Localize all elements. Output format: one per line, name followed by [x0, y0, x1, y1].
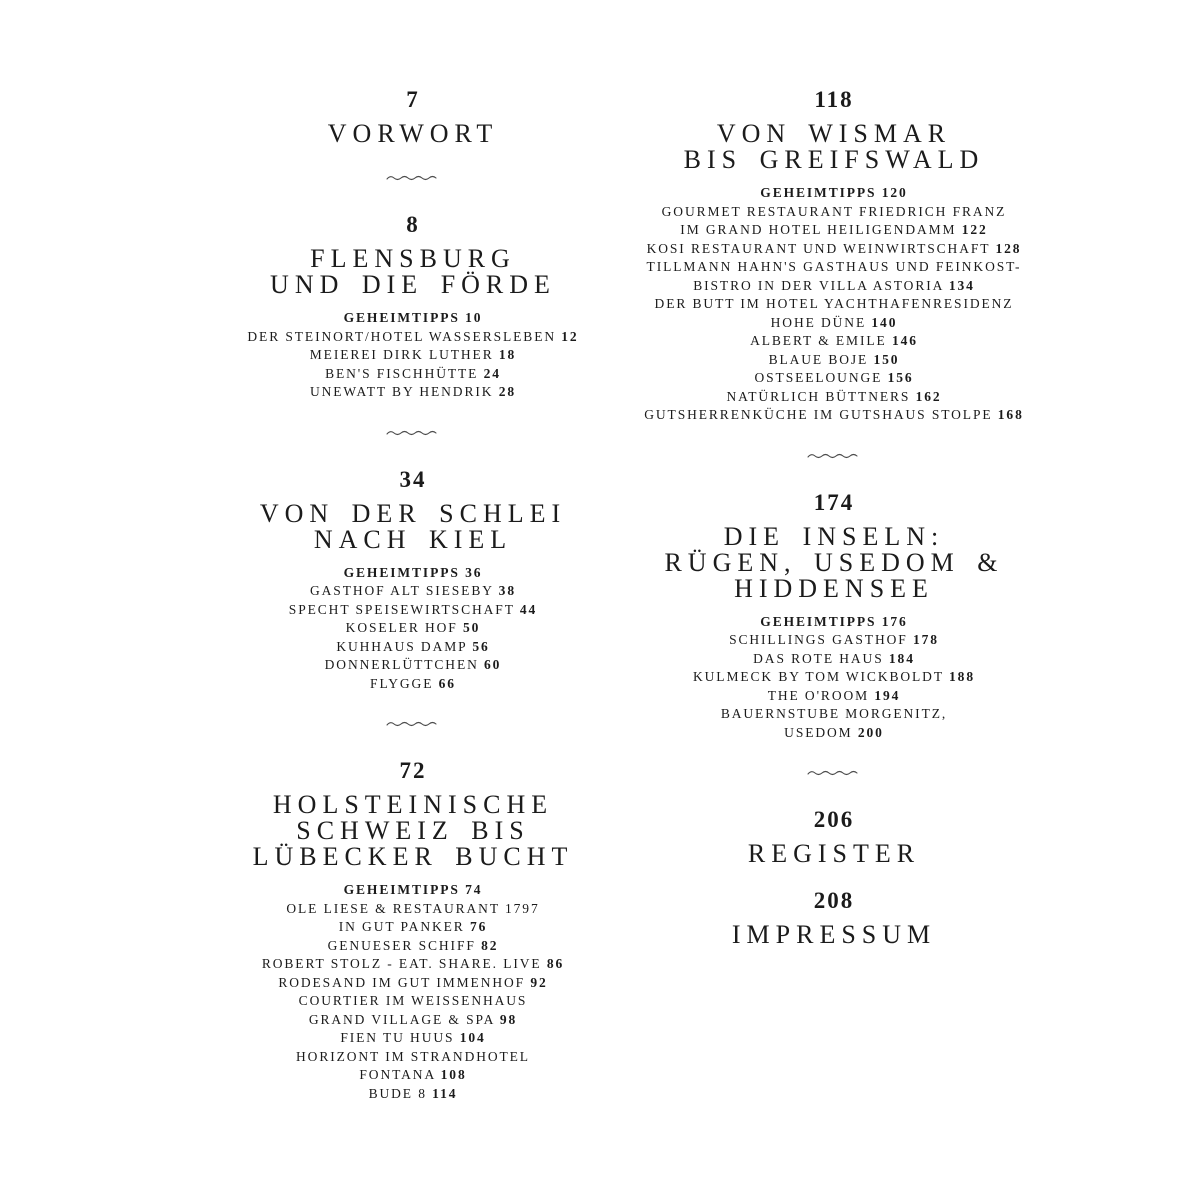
entry-text: GEHEIMTIPPS [343, 310, 460, 325]
entry-page-number: 92 [530, 974, 548, 990]
toc-entry [183, 1085, 643, 1104]
entry-page-number: 120 [881, 185, 908, 200]
entry-page-number: 162 [915, 388, 942, 404]
entry-text: BUDE 8 [368, 1085, 427, 1101]
toc-entry [604, 314, 1064, 333]
entry-text: KOSELER HOF [345, 620, 458, 635]
chapter-start-page: 34 [399, 466, 427, 492]
chapter-start-page: 8 [406, 212, 420, 237]
entry-text: FIEN TU HUUS [340, 1030, 455, 1045]
chapter-title-line: UND DIE FÖRDE [270, 270, 556, 299]
entry-text: GEHEIMTIPPS [760, 185, 877, 200]
toc-entry [604, 277, 1064, 296]
entry-text: DER STEINORT/HOTEL WASSERSLEBEN [247, 328, 556, 344]
chapter-title [604, 521, 1064, 603]
chapter-start-page: 7 [406, 87, 420, 112]
chapter-title-line: IMPRESSUM [731, 920, 937, 949]
entry-page-number: 60 [484, 657, 502, 672]
entry-text: COURTIER IM WEISSENHAUS [298, 993, 528, 1008]
toc-entry [183, 974, 643, 993]
entry-page-number: 86 [546, 956, 565, 971]
chapter-start-page: 206 [813, 807, 855, 832]
entry-text: UNEWATT BY HENDRIK [309, 384, 494, 399]
toc-entry [604, 369, 1064, 388]
entry-text: GEHEIMTIPPS [760, 613, 877, 629]
entry-page-number: 156 [887, 370, 914, 385]
entry-page-number: 184 [888, 650, 915, 666]
toc-entry [183, 328, 643, 347]
entry-page-number: 28 [498, 384, 517, 399]
entry-text: HOHE DÜNE [770, 314, 867, 330]
section-divider [183, 173, 643, 183]
entry-text: KOSI RESTAURANT UND WEINWIRTSCHAFT [646, 240, 991, 256]
chapter-title [604, 922, 1064, 948]
entry-text: SCHILLINGS GASTHOF [729, 632, 908, 647]
entry-page-number: 108 [440, 1067, 467, 1082]
entry-page-number: 56 [472, 638, 490, 654]
entry-text: FLYGGE [370, 675, 434, 691]
entry-text: DAS ROTE HAUS [753, 650, 884, 666]
entry-page-number: 194 [874, 687, 901, 703]
chapter-start-page: 208 [813, 888, 855, 913]
chapter-title-line: LÜBECKER BUCHT [252, 842, 574, 871]
entry-page-number: 128 [995, 240, 1022, 256]
toc-entry [183, 656, 643, 675]
chapter-title [183, 121, 643, 147]
chapter-title [183, 792, 643, 870]
toc-entry [604, 406, 1064, 425]
chapter-title-line: NACH KIEL [313, 524, 513, 554]
toc-entry [183, 881, 643, 900]
toc-entry [183, 383, 643, 402]
entry-page-number: 176 [881, 613, 908, 629]
wavy-line-icon [385, 719, 441, 729]
toc-entry [183, 346, 643, 365]
entry-page-number: 104 [459, 1030, 486, 1045]
toc-entry [183, 918, 643, 937]
chapter-title-line: REGISTER [747, 839, 921, 868]
toc-section-8 [183, 213, 643, 402]
entry-text: USEDOM [784, 724, 853, 740]
entry-text: NATÜRLICH BÜTTNERS [726, 388, 911, 404]
entry-page-number: 38 [498, 583, 516, 598]
toc-entry [604, 613, 1064, 632]
entry-page-number: 134 [948, 277, 975, 293]
toc-entry [183, 309, 643, 328]
toc-entry [183, 992, 643, 1011]
entry-page-number: 44 [519, 601, 538, 617]
toc-entry [604, 203, 1064, 222]
chapter-entry-list [183, 881, 643, 1103]
chapter-title-line: BIS GREIFSWALD [683, 145, 985, 174]
chapter-title [604, 841, 1064, 867]
section-divider [183, 719, 643, 729]
toc-entry [604, 724, 1064, 743]
toc-column-right [604, 88, 1064, 948]
chapter-entry-list [604, 184, 1064, 425]
entry-text: GUTSHERRENKÜCHE IM GUTSHAUS STOLPE [644, 407, 993, 422]
toc-entry [183, 582, 643, 601]
chapter-title-line: VON WISMAR [716, 119, 952, 148]
toc-section-174 [604, 491, 1064, 743]
entry-page-number: 12 [561, 328, 579, 344]
entry-text: HORIZONT IM STRANDHOTEL [296, 1048, 530, 1064]
entry-text: GEHEIMTIPPS [343, 564, 460, 580]
entry-text: GASTHOF ALT SIESEBY [310, 583, 494, 598]
entry-text: ROBERT STOLZ - EAT. SHARE. LIVE [261, 956, 542, 971]
toc-section-118 [604, 88, 1064, 425]
entry-text: KUHHAUS DAMP [336, 638, 468, 654]
entry-text: IN GUT PANKER [338, 919, 465, 934]
toc-entry [604, 184, 1064, 203]
entry-text: FONTANA [359, 1067, 436, 1082]
chapter-title-line: FLENSBURG [310, 244, 516, 273]
toc-entry [183, 1066, 643, 1085]
entry-page-number: 50 [463, 620, 481, 635]
chapter-title-line: DIE INSELN: [723, 521, 945, 551]
toc-entry [183, 937, 643, 956]
wavy-line-icon [806, 451, 862, 461]
toc-entry [183, 638, 643, 657]
chapter-start-page: 72 [399, 758, 427, 783]
entry-page-number: 98 [499, 1011, 518, 1027]
entry-text: THE O'ROOM [767, 687, 870, 703]
section-divider [183, 428, 643, 438]
toc-entry [183, 1048, 643, 1067]
toc-entry [604, 240, 1064, 259]
entry-page-number: 150 [873, 351, 900, 367]
entry-page-number: 74 [465, 882, 483, 897]
wavy-line-icon [385, 428, 441, 438]
entry-page-number: 200 [857, 724, 884, 740]
toc-entry [604, 687, 1064, 706]
entry-text: SPECHT SPEISEWIRTSCHAFT [288, 601, 515, 617]
entry-text: BEN'S FISCHHÜTTE [325, 365, 479, 381]
chapter-title-line: SCHWEIZ BIS [296, 816, 530, 845]
entry-page-number: 188 [949, 669, 975, 684]
entry-text: DER BUTT IM HOTEL YACHTHAFENRESIDENZ [654, 296, 1014, 311]
toc-section-208 [604, 889, 1064, 948]
entry-text: GOURMET RESTAURANT FRIEDRICH FRANZ [661, 203, 1007, 219]
toc-entry [183, 619, 643, 638]
entry-text: OLE LIESE & RESTAURANT 1797 [286, 900, 540, 916]
entry-text: ALBERT & EMILE [750, 333, 887, 348]
section-divider [604, 451, 1064, 461]
wavy-line-icon [806, 768, 862, 778]
chapter-title [604, 121, 1064, 173]
toc-entry [183, 675, 643, 694]
toc-entry [183, 564, 643, 583]
chapter-title-line: HIDDENSEE [734, 573, 934, 603]
toc-column-left [183, 88, 643, 1103]
chapter-start-page: 174 [813, 489, 855, 515]
toc-entry [604, 295, 1064, 314]
toc-entry [183, 900, 643, 919]
toc-entry [183, 955, 643, 974]
entry-page-number: 18 [498, 347, 517, 362]
toc-entry [183, 1029, 643, 1048]
entry-text: GRAND VILLAGE & SPA [308, 1011, 495, 1027]
entry-text: DONNERLÜTTCHEN [324, 657, 479, 672]
toc-entry [604, 332, 1064, 351]
section-divider [604, 768, 1064, 778]
entry-text: TILLMANN HAHN'S GASTHAUS UND FEINKOST- [646, 259, 1022, 274]
toc-entry [183, 601, 643, 620]
entry-page-number: 66 [438, 675, 456, 691]
chapter-title [183, 246, 643, 298]
toc-entry [604, 388, 1064, 407]
entry-page-number: 146 [891, 333, 918, 348]
chapter-title-line: RÜGEN, USEDOM & [664, 547, 1004, 577]
entry-text: BLAUE BOJE [768, 351, 869, 367]
toc-entry [183, 365, 643, 384]
toc-entry [604, 258, 1064, 277]
entry-page-number: 76 [469, 919, 488, 934]
chapter-title-line: VORWORT [327, 119, 499, 148]
entry-page-number: 82 [481, 937, 499, 953]
toc-entry [604, 705, 1064, 724]
toc-section-34 [183, 468, 643, 694]
entry-text: IM GRAND HOTEL HEILIGENDAMM [680, 222, 957, 237]
entry-text: GEHEIMTIPPS [343, 882, 460, 897]
toc-section-7 [183, 88, 643, 147]
entry-page-number: 10 [465, 310, 483, 325]
chapter-entry-list [183, 564, 643, 694]
entry-page-number: 140 [871, 314, 898, 330]
toc-entry [604, 631, 1064, 650]
toc-entry [604, 221, 1064, 240]
entry-page-number: 36 [465, 564, 483, 580]
entry-page-number: 178 [912, 632, 939, 647]
entry-text: BISTRO IN DER VILLA ASTORIA [693, 277, 944, 293]
wavy-line-icon [385, 173, 441, 183]
toc-entry [604, 650, 1064, 669]
entry-text: GENUESER SCHIFF [327, 937, 476, 953]
entry-text: MEIEREI DIRK LUTHER [309, 347, 494, 362]
chapter-entry-list [183, 309, 643, 402]
toc-entry [604, 351, 1064, 370]
entry-page-number: 114 [432, 1085, 458, 1101]
chapter-start-page: 118 [814, 87, 854, 112]
chapter-title-line: VON DER SCHLEI [259, 498, 567, 528]
toc-section-206 [604, 808, 1064, 867]
entry-text: RODESAND IM GUT IMMENHOF [278, 974, 526, 990]
entry-page-number: 24 [483, 365, 501, 381]
entry-page-number: 122 [961, 222, 988, 237]
entry-text: OSTSEELOUNGE [754, 370, 883, 385]
toc-entry [604, 668, 1064, 687]
entry-text: KULMECK BY TOM WICKBOLDT [693, 669, 944, 684]
chapter-title [183, 498, 643, 554]
toc-entry [183, 1011, 643, 1030]
entry-page-number: 168 [997, 407, 1024, 422]
chapter-entry-list [604, 613, 1064, 743]
entry-text: BAUERNSTUBE MORGENITZ, [720, 706, 948, 721]
toc-section-72 [183, 759, 643, 1103]
chapter-title-line: HOLSTEINISCHE [272, 790, 554, 819]
